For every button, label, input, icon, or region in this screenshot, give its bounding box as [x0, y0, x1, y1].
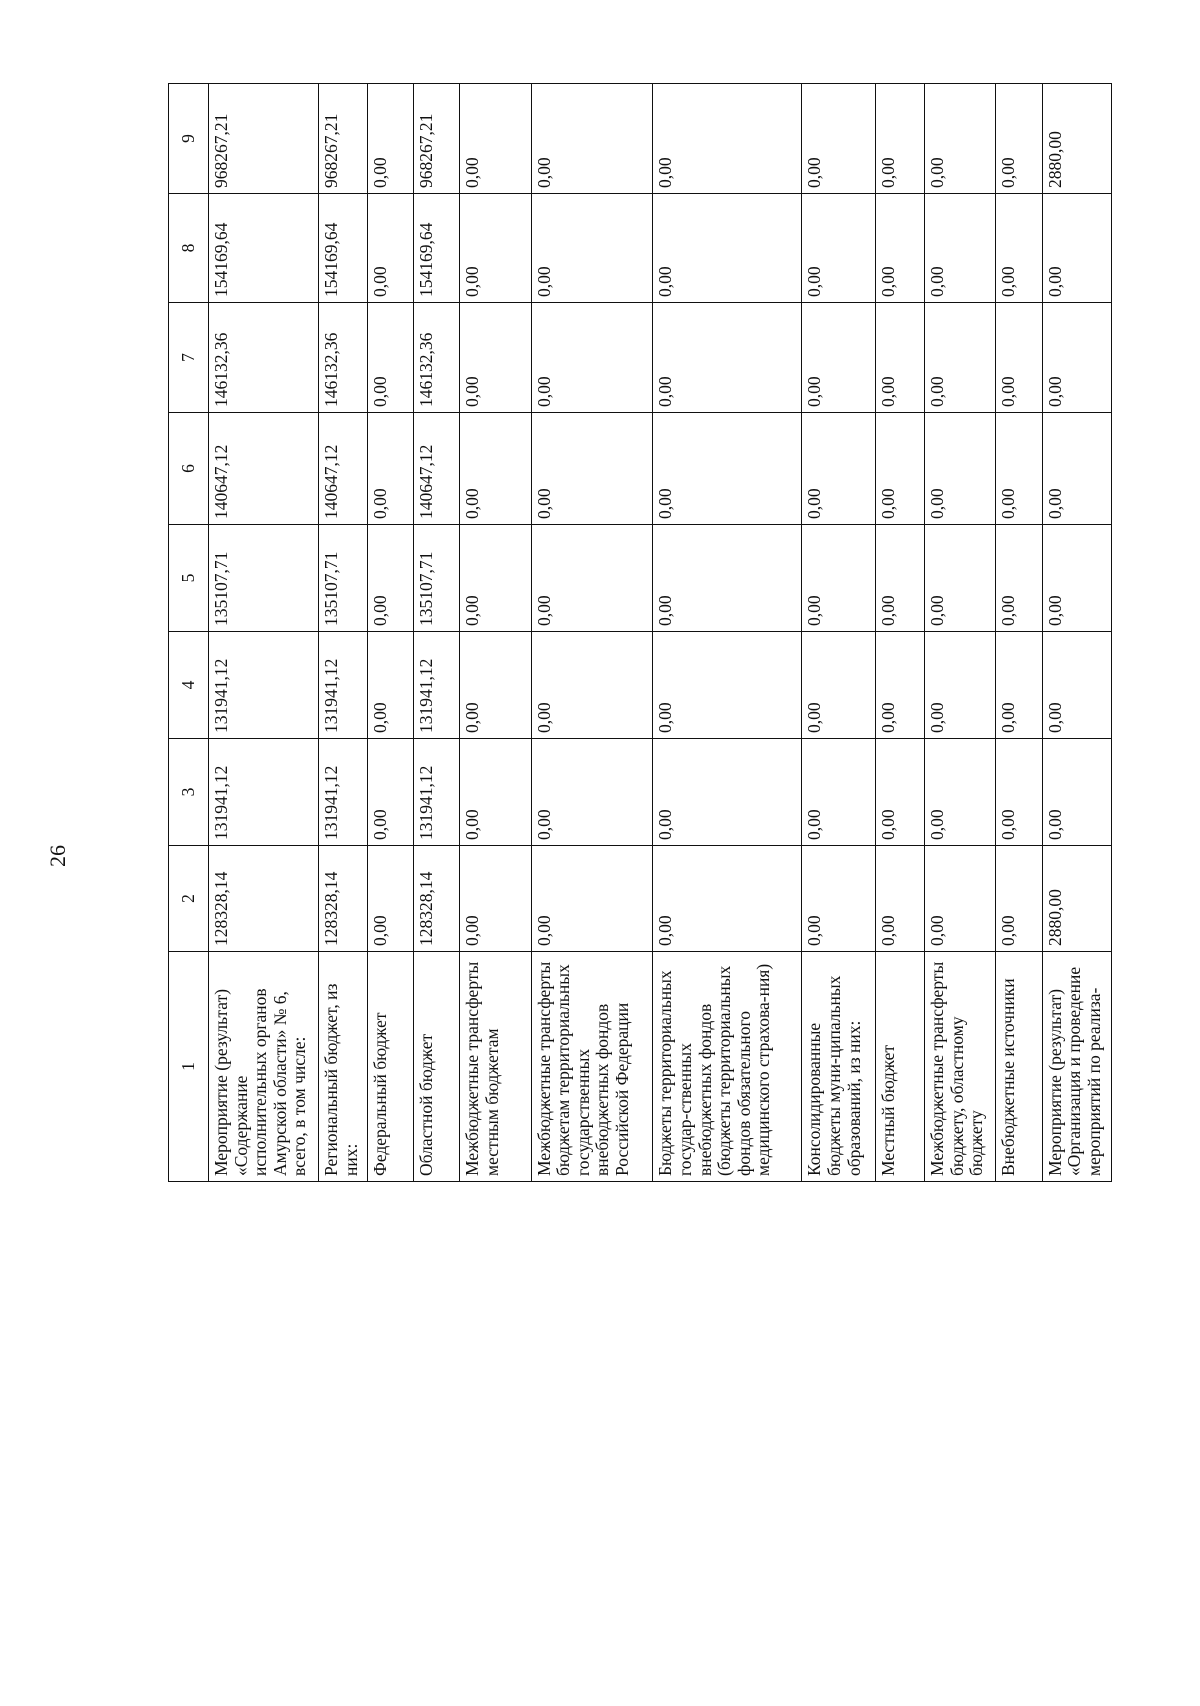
row-label: Консолидированные бюджеты муни-ципальных образований, из них: — [802, 952, 876, 1182]
table-cell: 0,00 — [531, 194, 653, 303]
table-cell: 0,00 — [531, 413, 653, 525]
table-cell: 131941,12 — [413, 632, 459, 739]
table-row — [413, 84, 459, 1182]
table-cell: 0,00 — [875, 303, 924, 413]
table-cell: 968267,21 — [413, 84, 459, 194]
table-cell: 0,00 — [367, 303, 413, 413]
row-label: Федеральный бюджет — [367, 952, 413, 1182]
table-cell: 0,00 — [925, 413, 995, 525]
table-cell: 0,00 — [995, 525, 1042, 632]
table-cell: 0,00 — [460, 846, 531, 952]
table-cell: 131941,12 — [413, 739, 459, 846]
table-cell: 0,00 — [995, 846, 1042, 952]
table-cell: 154169,64 — [319, 194, 368, 303]
table-cell: 2880,00 — [1042, 846, 1111, 952]
table-cell: 0,00 — [460, 303, 531, 413]
table-cell: 0,00 — [531, 303, 653, 413]
table-cell: 0,00 — [995, 84, 1042, 194]
table-cell: 0,00 — [653, 303, 802, 413]
table-cell: 0,00 — [875, 632, 924, 739]
table-row — [367, 84, 413, 1182]
table-cell: 131941,12 — [319, 632, 368, 739]
table-row — [995, 84, 1042, 1182]
table-cell: 0,00 — [925, 846, 995, 952]
table-cell: 0,00 — [802, 303, 876, 413]
table-cell: 140647,12 — [413, 413, 459, 525]
table-cell: 0,00 — [925, 739, 995, 846]
table-cell: 0,00 — [875, 413, 924, 525]
table-cell: 0,00 — [460, 194, 531, 303]
column-header: 5 — [169, 525, 209, 632]
column-header: 1 — [169, 952, 209, 1182]
table-cell: 0,00 — [460, 413, 531, 525]
table-cell: 0,00 — [367, 525, 413, 632]
table-row — [925, 84, 995, 1182]
table-cell: 0,00 — [531, 739, 653, 846]
row-label: Областной бюджет — [413, 952, 459, 1182]
table-cell: 0,00 — [460, 84, 531, 194]
table-cell: 0,00 — [367, 846, 413, 952]
table-cell: 146132,36 — [319, 303, 368, 413]
table-cell: 0,00 — [995, 632, 1042, 739]
table-cell: 0,00 — [367, 632, 413, 739]
column-header: 7 — [169, 303, 209, 413]
table-cell: 0,00 — [653, 84, 802, 194]
table-header-row — [169, 84, 209, 1182]
table-cell: 154169,64 — [413, 194, 459, 303]
table-cell: 0,00 — [802, 846, 876, 952]
table-cell: 0,00 — [653, 413, 802, 525]
table-cell: 0,00 — [1042, 303, 1111, 413]
row-label: Мероприятие (результат) «Организация и проведение мероприятий по реализа- — [1042, 952, 1111, 1182]
table-cell: 0,00 — [875, 525, 924, 632]
row-label: Мероприятие (результат) «Содержание исполнительных органов Амурской области» № 6, всего, в том числе: — [209, 952, 319, 1182]
table-cell: 0,00 — [653, 739, 802, 846]
table-cell: 128328,14 — [413, 846, 459, 952]
table-cell: 0,00 — [531, 525, 653, 632]
table-row — [531, 84, 653, 1182]
table-cell: 968267,21 — [319, 84, 368, 194]
column-header: 6 — [169, 413, 209, 525]
table-cell: 0,00 — [531, 846, 653, 952]
table-row — [653, 84, 802, 1182]
table-cell: 0,00 — [802, 84, 876, 194]
table-cell: 0,00 — [531, 84, 653, 194]
column-header: 8 — [169, 194, 209, 303]
table-row — [460, 84, 531, 1182]
table-cell: 968267,21 — [209, 84, 319, 194]
table-row — [209, 84, 319, 1182]
table-cell: 0,00 — [925, 194, 995, 303]
row-label: Межбюджетные трансферты бюджету, областному бюджету — [925, 952, 995, 1182]
table-cell: 0,00 — [1042, 194, 1111, 303]
table-cell: 0,00 — [802, 632, 876, 739]
table-row — [875, 84, 924, 1182]
table-cell: 131941,12 — [209, 739, 319, 846]
row-label: Внебюджетные источники — [995, 952, 1042, 1182]
table-cell: 128328,14 — [319, 846, 368, 952]
table-cell: 0,00 — [653, 194, 802, 303]
table-cell: 135107,71 — [413, 525, 459, 632]
table-cell: 0,00 — [995, 194, 1042, 303]
table-cell: 0,00 — [802, 413, 876, 525]
table-cell: 0,00 — [1042, 413, 1111, 525]
budget-table — [168, 83, 1112, 1182]
table-cell: 0,00 — [875, 739, 924, 846]
table-cell: 0,00 — [653, 525, 802, 632]
table-cell: 0,00 — [925, 632, 995, 739]
table-cell: 0,00 — [925, 525, 995, 632]
table-cell: 0,00 — [875, 846, 924, 952]
row-label: Межбюджетные трансферты местным бюджетам — [460, 952, 531, 1182]
table-cell: 0,00 — [995, 739, 1042, 846]
table-cell: 0,00 — [802, 525, 876, 632]
table-cell: 0,00 — [802, 739, 876, 846]
table-cell: 0,00 — [367, 84, 413, 194]
table-cell: 0,00 — [925, 303, 995, 413]
rotated-table-container — [168, 84, 1112, 1182]
table-cell: 0,00 — [875, 194, 924, 303]
table-cell: 0,00 — [460, 632, 531, 739]
table-row — [319, 84, 368, 1182]
table-cell: 146132,36 — [413, 303, 459, 413]
column-header: 3 — [169, 739, 209, 846]
table-cell: 0,00 — [460, 525, 531, 632]
table-cell: 140647,12 — [319, 413, 368, 525]
table-cell: 135107,71 — [209, 525, 319, 632]
table-cell: 154169,64 — [209, 194, 319, 303]
table-cell: 0,00 — [367, 194, 413, 303]
column-header: 4 — [169, 632, 209, 739]
table-cell: 140647,12 — [209, 413, 319, 525]
table-cell: 0,00 — [1042, 632, 1111, 739]
table-cell: 0,00 — [995, 413, 1042, 525]
table-cell: 0,00 — [802, 194, 876, 303]
row-label: Региональный бюджет, из них: — [319, 952, 368, 1182]
table-cell: 131941,12 — [209, 632, 319, 739]
table-cell: 135107,71 — [319, 525, 368, 632]
table-cell: 131941,12 — [319, 739, 368, 846]
table-cell: 0,00 — [925, 84, 995, 194]
row-label: Межбюджетные трансферты бюджетам территориальных государственных внебюджетных фондов Российской Федерации — [531, 952, 653, 1182]
table-row — [1042, 84, 1111, 1182]
table-cell: 0,00 — [367, 739, 413, 846]
table-row — [802, 84, 876, 1182]
column-header: 2 — [169, 846, 209, 952]
table-cell: 0,00 — [1042, 525, 1111, 632]
table-cell: 128328,14 — [209, 846, 319, 952]
table-cell: 146132,36 — [209, 303, 319, 413]
column-header: 9 — [169, 84, 209, 194]
table-cell: 0,00 — [653, 632, 802, 739]
table-cell: 0,00 — [875, 84, 924, 194]
row-label: Бюджеты территориальных государ-ственных внебюджетных фондов (бюджеты территориальных фондов обязательного медицинского страхова-ния) — [653, 952, 802, 1182]
table-cell: 0,00 — [995, 303, 1042, 413]
table-cell: 0,00 — [653, 846, 802, 952]
row-label: Местный бюджет — [875, 952, 924, 1182]
page-number: 26 — [45, 845, 70, 867]
table-cell: 0,00 — [460, 739, 531, 846]
table-cell: 0,00 — [531, 632, 653, 739]
table-cell: 0,00 — [367, 413, 413, 525]
table-cell: 0,00 — [1042, 739, 1111, 846]
table-cell: 2880,00 — [1042, 84, 1111, 194]
